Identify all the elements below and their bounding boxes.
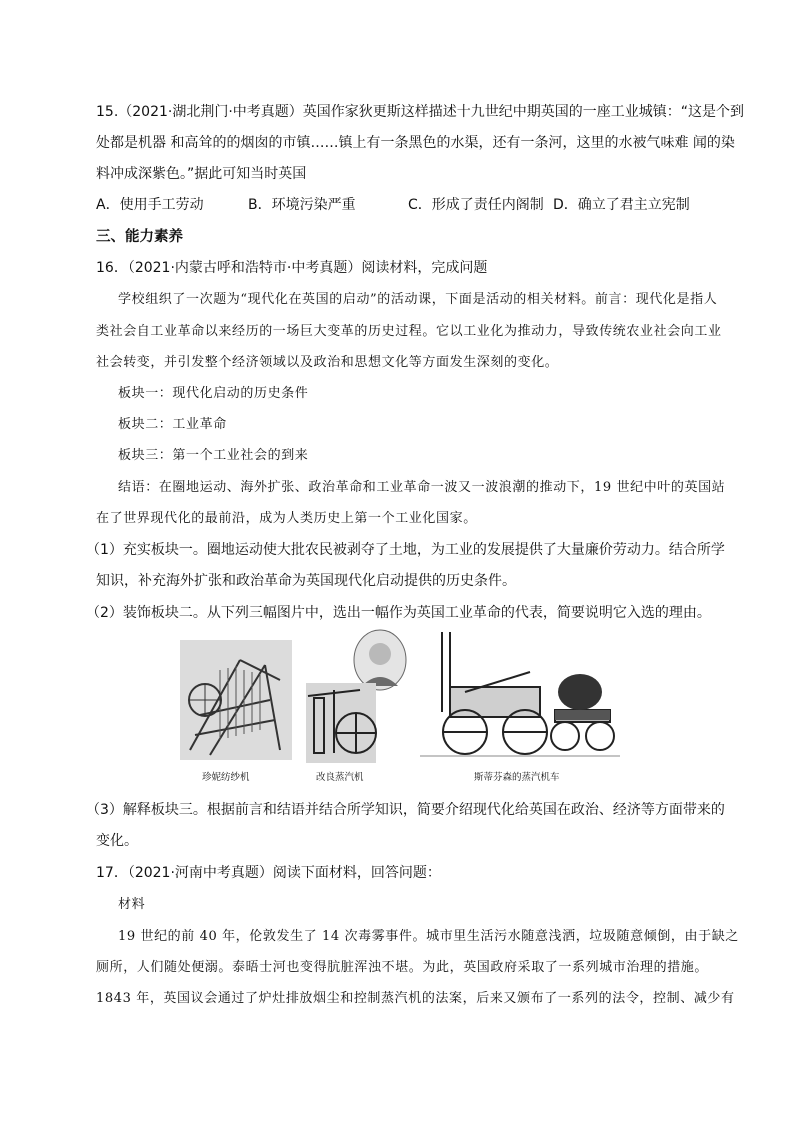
q16-title: 16．（2021·内蒙古呼和浩特市·中考真题）阅读材料，完成问题 bbox=[96, 260, 488, 276]
caption-spinning-jenny: 珍妮纺纱机 bbox=[202, 772, 250, 783]
q15-line-3: 料冲成深紫色。”据此可知当时英国 bbox=[96, 166, 307, 182]
q15-option-d: D．确立了君主立宪制 bbox=[553, 197, 690, 213]
locomotive-image bbox=[420, 632, 745, 762]
section-heading: 三、能力素养 bbox=[96, 229, 183, 245]
q16-conclusion-line-1: 结语：在圈地运动、海外扩张、政治革命和工业革命一波又一波浪潮的推动下，19 世纪中叶的英国站 bbox=[118, 480, 726, 495]
q16-material-line-1: 学校组织了一次题为“现代化在英国的启动”的活动课，下面是活动的相关材料。前言：现代化是指人 bbox=[118, 292, 718, 307]
q16-figures bbox=[180, 628, 740, 788]
q16-section-2: 板块二：工业革命 bbox=[118, 417, 227, 432]
q17-material-line-2: 厕所，人们随处便溺。泰晤士河也变得肮脏浑浊不堪。为此，英国政府采取了一系列城市治理的措施。 bbox=[96, 960, 709, 975]
q15-line-2: 处都是机器 和高耸的的烟囱的市镇……镇上有一条黑色的水渠，还有一条河，这里的水被气味难 闻的染 bbox=[96, 135, 735, 151]
q17-material-line-1: 19 世纪的前 40 年，伦敦发生了 14 次毒雾事件。城市里生活污水随意浅洒，垃圾随意倾倒，由于缺之 bbox=[118, 929, 739, 944]
q16-part1-line-2: 知识，补充海外扩张和政治革命为英国现代化启动提供的历史条件。 bbox=[96, 573, 516, 589]
q15-option-b: B．环境污染严重 bbox=[248, 197, 356, 213]
q16-part2: （2）装饰板块二。从下列三幅图片中，选出一幅作为英国工业革命的代表，简要说明它入选的理由。 bbox=[86, 605, 711, 621]
q16-conclusion-line-2: 在了世界现代化的最前沿，成为人类历史上第一个工业化国家。 bbox=[96, 511, 477, 526]
q17-material-label: 材料 bbox=[118, 897, 146, 912]
q16-material-line-3: 社会转变，并引发整个经济领域以及政治和思想文化等方面发生深刻的变化。 bbox=[96, 355, 559, 370]
q16-material-line-2: 类社会自工业革命以来经历的一场巨大变革的历史过程。它以工业化为推动力，导致传统农业社会向工业 bbox=[96, 324, 722, 339]
q16-section-3: 板块三：第一个工业社会的到来 bbox=[118, 448, 309, 463]
q16-part3-line-2: 变化。 bbox=[96, 833, 138, 849]
q16-part3-line-1: （3）解释板块三。根据前言和结语并结合所学知识，简要介绍现代化给英国在政治、经济等方面带来的 bbox=[86, 802, 725, 818]
q17-title: 17．（2021·河南中考真题）阅读下面材料，回答问题： bbox=[96, 865, 441, 881]
q17-material-line-3: 1843 年，英国议会通过了炉灶排放烟尘和控制蒸汽机的法案，后来又颁布了一系列的法令，控制、减少有 bbox=[96, 991, 735, 1006]
spinning-jenny-image bbox=[180, 640, 292, 760]
q16-part1-line-1: （1）充实板块一。圈地运动使大批农民被剥夺了土地，为工业的发展提供了大量廉价劳动力。结合所学 bbox=[86, 542, 725, 558]
q15-option-a: A．使用手工劳动 bbox=[96, 197, 204, 213]
q15-option-c: C．形成了责任内阁制 bbox=[408, 197, 544, 213]
caption-steam-engine: 改良蒸汽机 bbox=[316, 772, 364, 783]
q15-line-1: 15.（2021·湖北荆门·中考真题）英国作家狄更斯这样描述十九世纪中期英国的一座工业城镇：“这是个到 bbox=[96, 104, 745, 120]
steam-engine-image bbox=[300, 628, 410, 763]
q15-options bbox=[96, 195, 690, 215]
q16-section-1: 板块一：现代化启动的历史条件 bbox=[118, 386, 309, 401]
caption-locomotive: 斯蒂芬森的蒸汽机车 bbox=[474, 772, 560, 783]
